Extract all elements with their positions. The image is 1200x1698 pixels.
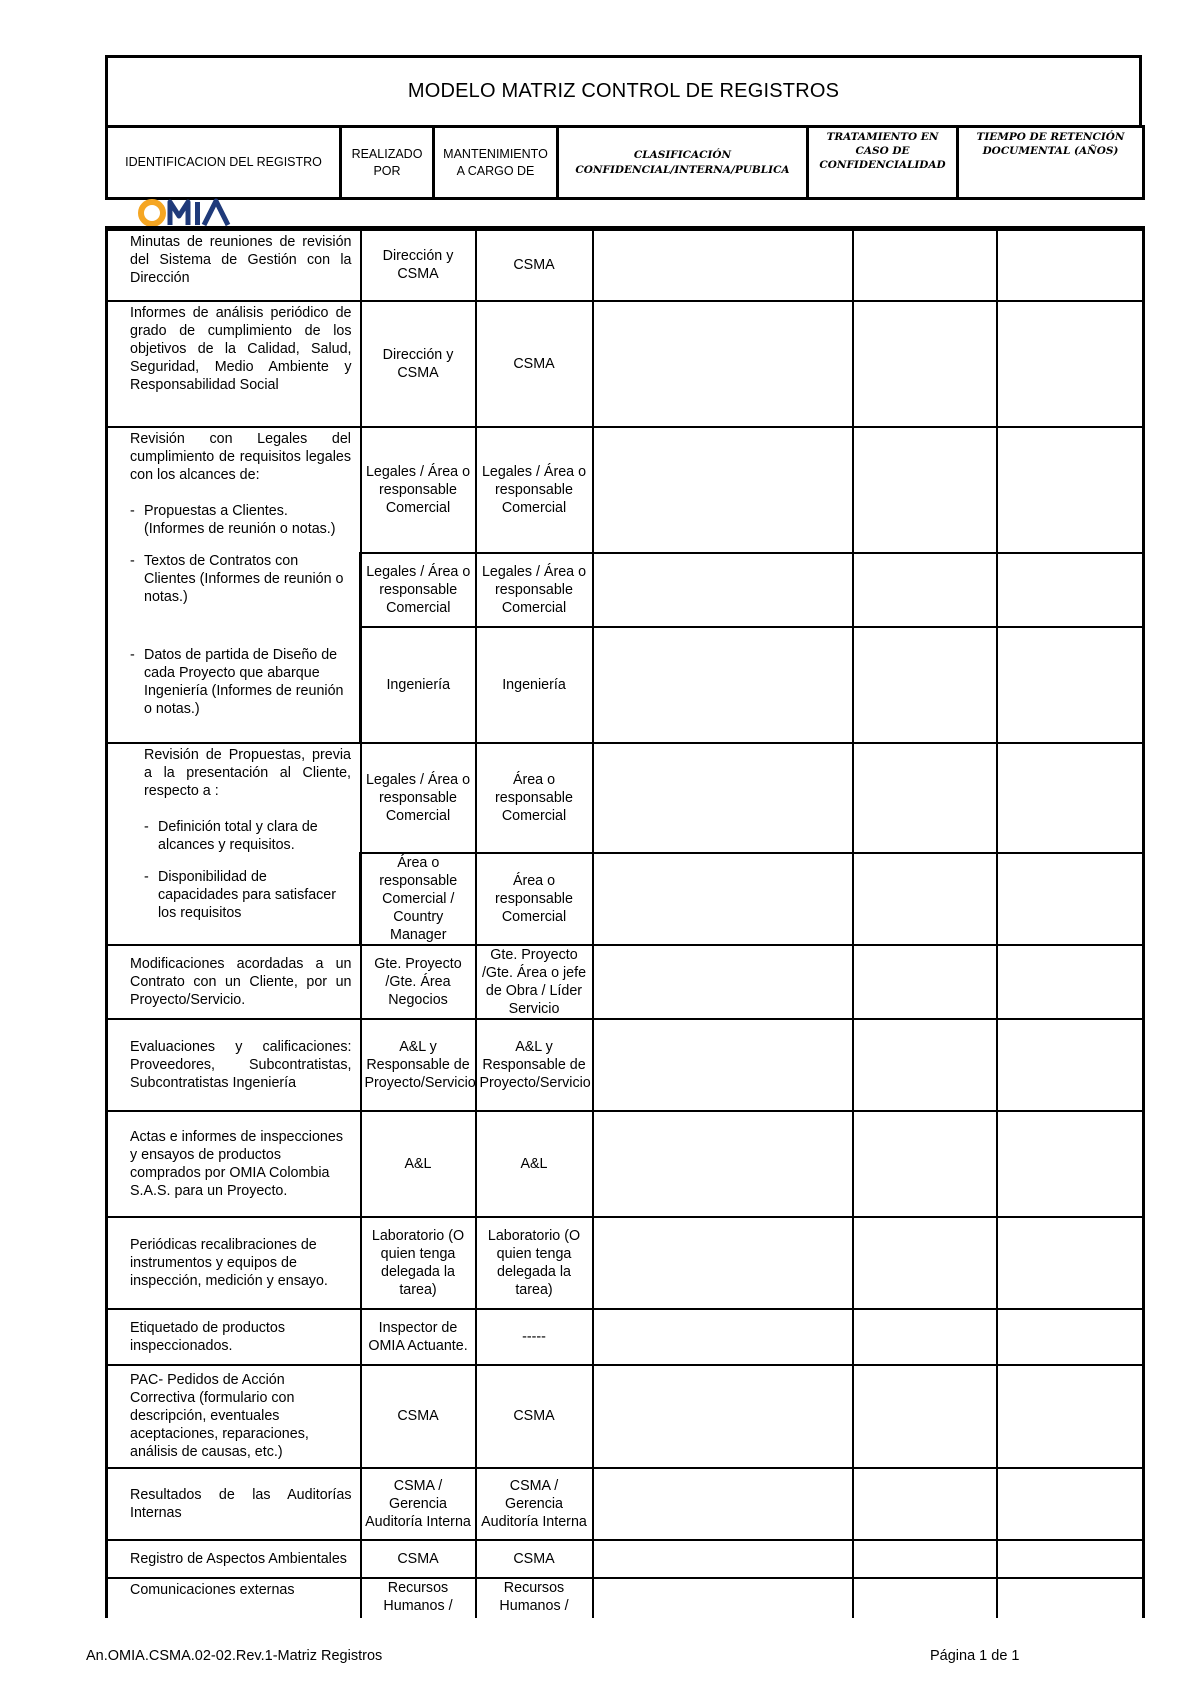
tratamiento-cell bbox=[853, 1468, 997, 1540]
mantenimiento-cell: A&L y Responsable de Proyecto/Servicio bbox=[476, 1019, 593, 1111]
header-table bbox=[105, 125, 1145, 200]
realizado-cell: Legales / Área o responsable Comercial bbox=[361, 553, 476, 627]
realizado-cell: Gte. Proyecto /Gte. Área Negocios bbox=[361, 945, 476, 1019]
omia-logo bbox=[138, 197, 242, 229]
mantenimiento-cell: Gte. Proyecto /Gte. Área o jefe de Obra / Líder Servicio bbox=[476, 945, 593, 1019]
record-description: Periódicas recalibraciones de instrumentos y equipos de inspección, medición y ensayo. bbox=[107, 1217, 361, 1309]
clasificacion-cell bbox=[593, 945, 853, 1019]
tratamiento-cell bbox=[853, 1540, 997, 1578]
clasificacion-cell bbox=[593, 1578, 853, 1618]
clasificacion-cell bbox=[593, 427, 853, 553]
table-row bbox=[107, 1365, 1144, 1468]
tratamiento-cell bbox=[853, 1578, 997, 1618]
tiempo-cell bbox=[997, 627, 1144, 743]
footer-document-code: An.OMIA.CSMA.02-02.Rev.1-Matriz Registros bbox=[86, 1648, 383, 1664]
tratamiento-cell bbox=[853, 553, 997, 627]
realizado-cell: Laboratorio (O quien tenga delegada la tarea) bbox=[361, 1217, 476, 1309]
table-row bbox=[107, 1468, 1144, 1540]
mantenimiento-cell: Legales / Área o responsable Comercial bbox=[476, 553, 593, 627]
tiempo-cell bbox=[997, 1111, 1144, 1217]
realizado-cell: Recursos Humanos / bbox=[361, 1578, 476, 1618]
footer-page-number: Página 1 de 1 bbox=[930, 1648, 1020, 1664]
table-row bbox=[107, 743, 1144, 853]
mantenimiento-cell: CSMA bbox=[476, 1540, 593, 1578]
tiempo-cell bbox=[997, 1540, 1144, 1578]
clasificacion-cell bbox=[593, 1019, 853, 1111]
realizado-cell: Legales / Área o responsable Comercial bbox=[361, 743, 476, 853]
table-row bbox=[107, 1111, 1144, 1217]
document-title: MODELO MATRIZ CONTROL DE REGISTROS bbox=[105, 55, 1142, 127]
mantenimiento-cell: CSMA bbox=[476, 229, 593, 301]
header-clasificacion: CLASIFICACIÓN CONFIDENCIAL/INTERNA/PUBLICA bbox=[558, 127, 808, 199]
tratamiento-cell bbox=[853, 1111, 997, 1217]
realizado-cell: Ingeniería bbox=[361, 627, 476, 743]
clasificacion-cell bbox=[593, 1309, 853, 1365]
record-description: PAC- Pedidos de Acción Correctiva (formulario con descripción, eventuales aceptaciones, reparaciones, análisis de causas, etc.) bbox=[107, 1365, 361, 1468]
tratamiento-cell bbox=[853, 1019, 997, 1111]
mantenimiento-cell: CSMA bbox=[476, 301, 593, 427]
clasificacion-cell bbox=[593, 1365, 853, 1468]
header-tratamiento: TRATAMIENTO EN CASO DE CONFIDENCIALIDAD bbox=[808, 127, 958, 199]
clasificacion-cell bbox=[593, 229, 853, 301]
record-description: Minutas de reuniones de revisión del Sistema de Gestión con la Dirección bbox=[107, 229, 361, 301]
mantenimiento-cell: Recursos Humanos / bbox=[476, 1578, 593, 1618]
tiempo-cell bbox=[997, 945, 1144, 1019]
realizado-cell: CSMA bbox=[361, 1540, 476, 1578]
realizado-cell: A&L y Responsable de Proyecto/Servicio bbox=[361, 1019, 476, 1111]
list-item: - Datos de partida de Diseño de cada Proyecto que abarque Ingeniería (Informes de reunión o notas.) bbox=[130, 646, 344, 717]
record-intro: Revisión de Propuestas, previa a la presentación al Cliente, respecto a : bbox=[144, 746, 351, 799]
tratamiento-cell bbox=[853, 1217, 997, 1309]
table-row bbox=[107, 1309, 1144, 1365]
tratamiento-cell bbox=[853, 1309, 997, 1365]
table-row bbox=[107, 1217, 1144, 1309]
record-description: Comunicaciones externas bbox=[107, 1578, 361, 1618]
clasificacion-cell bbox=[593, 853, 853, 945]
list-item: - Propuestas a Clientes. (Informes de reunión o notas.) bbox=[130, 502, 336, 537]
tratamiento-cell bbox=[853, 627, 997, 743]
tratamiento-cell bbox=[853, 853, 997, 945]
list-item: - Textos de Contratos con Clientes (Informes de reunión o notas.) bbox=[130, 552, 344, 605]
tratamiento-cell bbox=[853, 1365, 997, 1468]
tiempo-cell bbox=[997, 301, 1144, 427]
tiempo-cell bbox=[997, 1019, 1144, 1111]
mantenimiento-cell: CSMA / Gerencia Auditoría Interna bbox=[476, 1468, 593, 1540]
clasificacion-cell bbox=[593, 1468, 853, 1540]
realizado-cell: Legales / Área o responsable Comercial bbox=[361, 427, 476, 553]
header-mantenimiento: MANTENIMIENTO A CARGO DE bbox=[434, 127, 558, 199]
mantenimiento-cell: Laboratorio (O quien tenga delegada la tarea) bbox=[476, 1217, 593, 1309]
realizado-cell: CSMA bbox=[361, 1365, 476, 1468]
record-description-legales bbox=[107, 427, 361, 743]
clasificacion-cell bbox=[593, 743, 853, 853]
record-description: Evaluaciones y calificaciones: Proveedores, Subcontratistas, Subcontratistas Ingeniería bbox=[107, 1019, 361, 1111]
mantenimiento-cell: Área o responsable Comercial bbox=[476, 743, 593, 853]
tiempo-cell bbox=[997, 553, 1144, 627]
tiempo-cell bbox=[997, 1309, 1144, 1365]
clasificacion-cell bbox=[593, 1111, 853, 1217]
mantenimiento-cell: CSMA bbox=[476, 1365, 593, 1468]
table-row bbox=[107, 1578, 1144, 1618]
realizado-cell: CSMA / Gerencia Auditoría Interna bbox=[361, 1468, 476, 1540]
clasificacion-cell bbox=[593, 553, 853, 627]
record-description: Resultados de las Auditorías Internas bbox=[107, 1468, 361, 1540]
record-description: Actas e informes de inspecciones y ensayos de productos comprados por OMIA Colombia S.A.S. para un Proyecto. bbox=[107, 1111, 361, 1217]
realizado-cell: Dirección y CSMA bbox=[361, 229, 476, 301]
header-realizado: REALIZADO POR bbox=[341, 127, 434, 199]
realizado-cell: A&L bbox=[361, 1111, 476, 1217]
tratamiento-cell bbox=[853, 301, 997, 427]
clasificacion-cell bbox=[593, 1540, 853, 1578]
record-description: Etiquetado de productos inspeccionados. bbox=[107, 1309, 361, 1365]
tiempo-cell bbox=[997, 743, 1144, 853]
mantenimiento-cell: A&L bbox=[476, 1111, 593, 1217]
clasificacion-cell bbox=[593, 301, 853, 427]
header-tiempo: TIEMPO DE RETENCIÓN DOCUMENTAL (AÑOS) bbox=[958, 127, 1144, 199]
realizado-cell: Área o responsable Comercial / Country Manager bbox=[361, 853, 476, 945]
tiempo-cell bbox=[997, 1217, 1144, 1309]
list-item: - Disponibilidad de capacidades para satisfacer los requisitos bbox=[144, 868, 337, 921]
table-row bbox=[107, 427, 1144, 553]
record-description: Informes de análisis periódico de grado de cumplimiento de los objetivos de la Calidad, Salud, Seguridad, Medio Ambiente y Responsabilidad Social bbox=[107, 301, 361, 427]
record-intro: Revisión con Legales del cumplimiento de requisitos legales con los alcances de: bbox=[130, 430, 351, 483]
table-row bbox=[107, 945, 1144, 1019]
record-description: Modificaciones acordadas a un Contrato con un Cliente, por un Proyecto/Servicio. bbox=[107, 945, 361, 1019]
tratamiento-cell bbox=[853, 945, 997, 1019]
header-identificacion: IDENTIFICACION DEL REGISTRO bbox=[107, 127, 341, 199]
clasificacion-cell bbox=[593, 1217, 853, 1309]
records-table bbox=[105, 226, 1145, 1618]
mantenimiento-cell: Área o responsable Comercial bbox=[476, 853, 593, 945]
table-row bbox=[107, 301, 1144, 427]
list-item: - Definición total y clara de alcances y requisitos. bbox=[144, 818, 318, 853]
mantenimiento-cell: Ingeniería bbox=[476, 627, 593, 743]
tiempo-cell bbox=[997, 229, 1144, 301]
tiempo-cell bbox=[997, 1468, 1144, 1540]
realizado-cell: Inspector de OMIA Actuante. bbox=[361, 1309, 476, 1365]
tratamiento-cell bbox=[853, 743, 997, 853]
tiempo-cell bbox=[997, 853, 1144, 945]
mantenimiento-cell: ----- bbox=[476, 1309, 593, 1365]
mantenimiento-cell: Legales / Área o responsable Comercial bbox=[476, 427, 593, 553]
tratamiento-cell bbox=[853, 427, 997, 553]
table-row bbox=[107, 1019, 1144, 1111]
tratamiento-cell bbox=[853, 229, 997, 301]
clasificacion-cell bbox=[593, 627, 853, 743]
tiempo-cell bbox=[997, 427, 1144, 553]
tiempo-cell bbox=[997, 1578, 1144, 1618]
table-row bbox=[107, 229, 1144, 301]
record-description-propuestas bbox=[107, 743, 361, 945]
omia-logo-mark bbox=[138, 198, 242, 228]
tiempo-cell bbox=[997, 1365, 1144, 1468]
realizado-cell: Dirección y CSMA bbox=[361, 301, 476, 427]
record-description: Registro de Aspectos Ambientales bbox=[107, 1540, 361, 1578]
table-row bbox=[107, 1540, 1144, 1578]
